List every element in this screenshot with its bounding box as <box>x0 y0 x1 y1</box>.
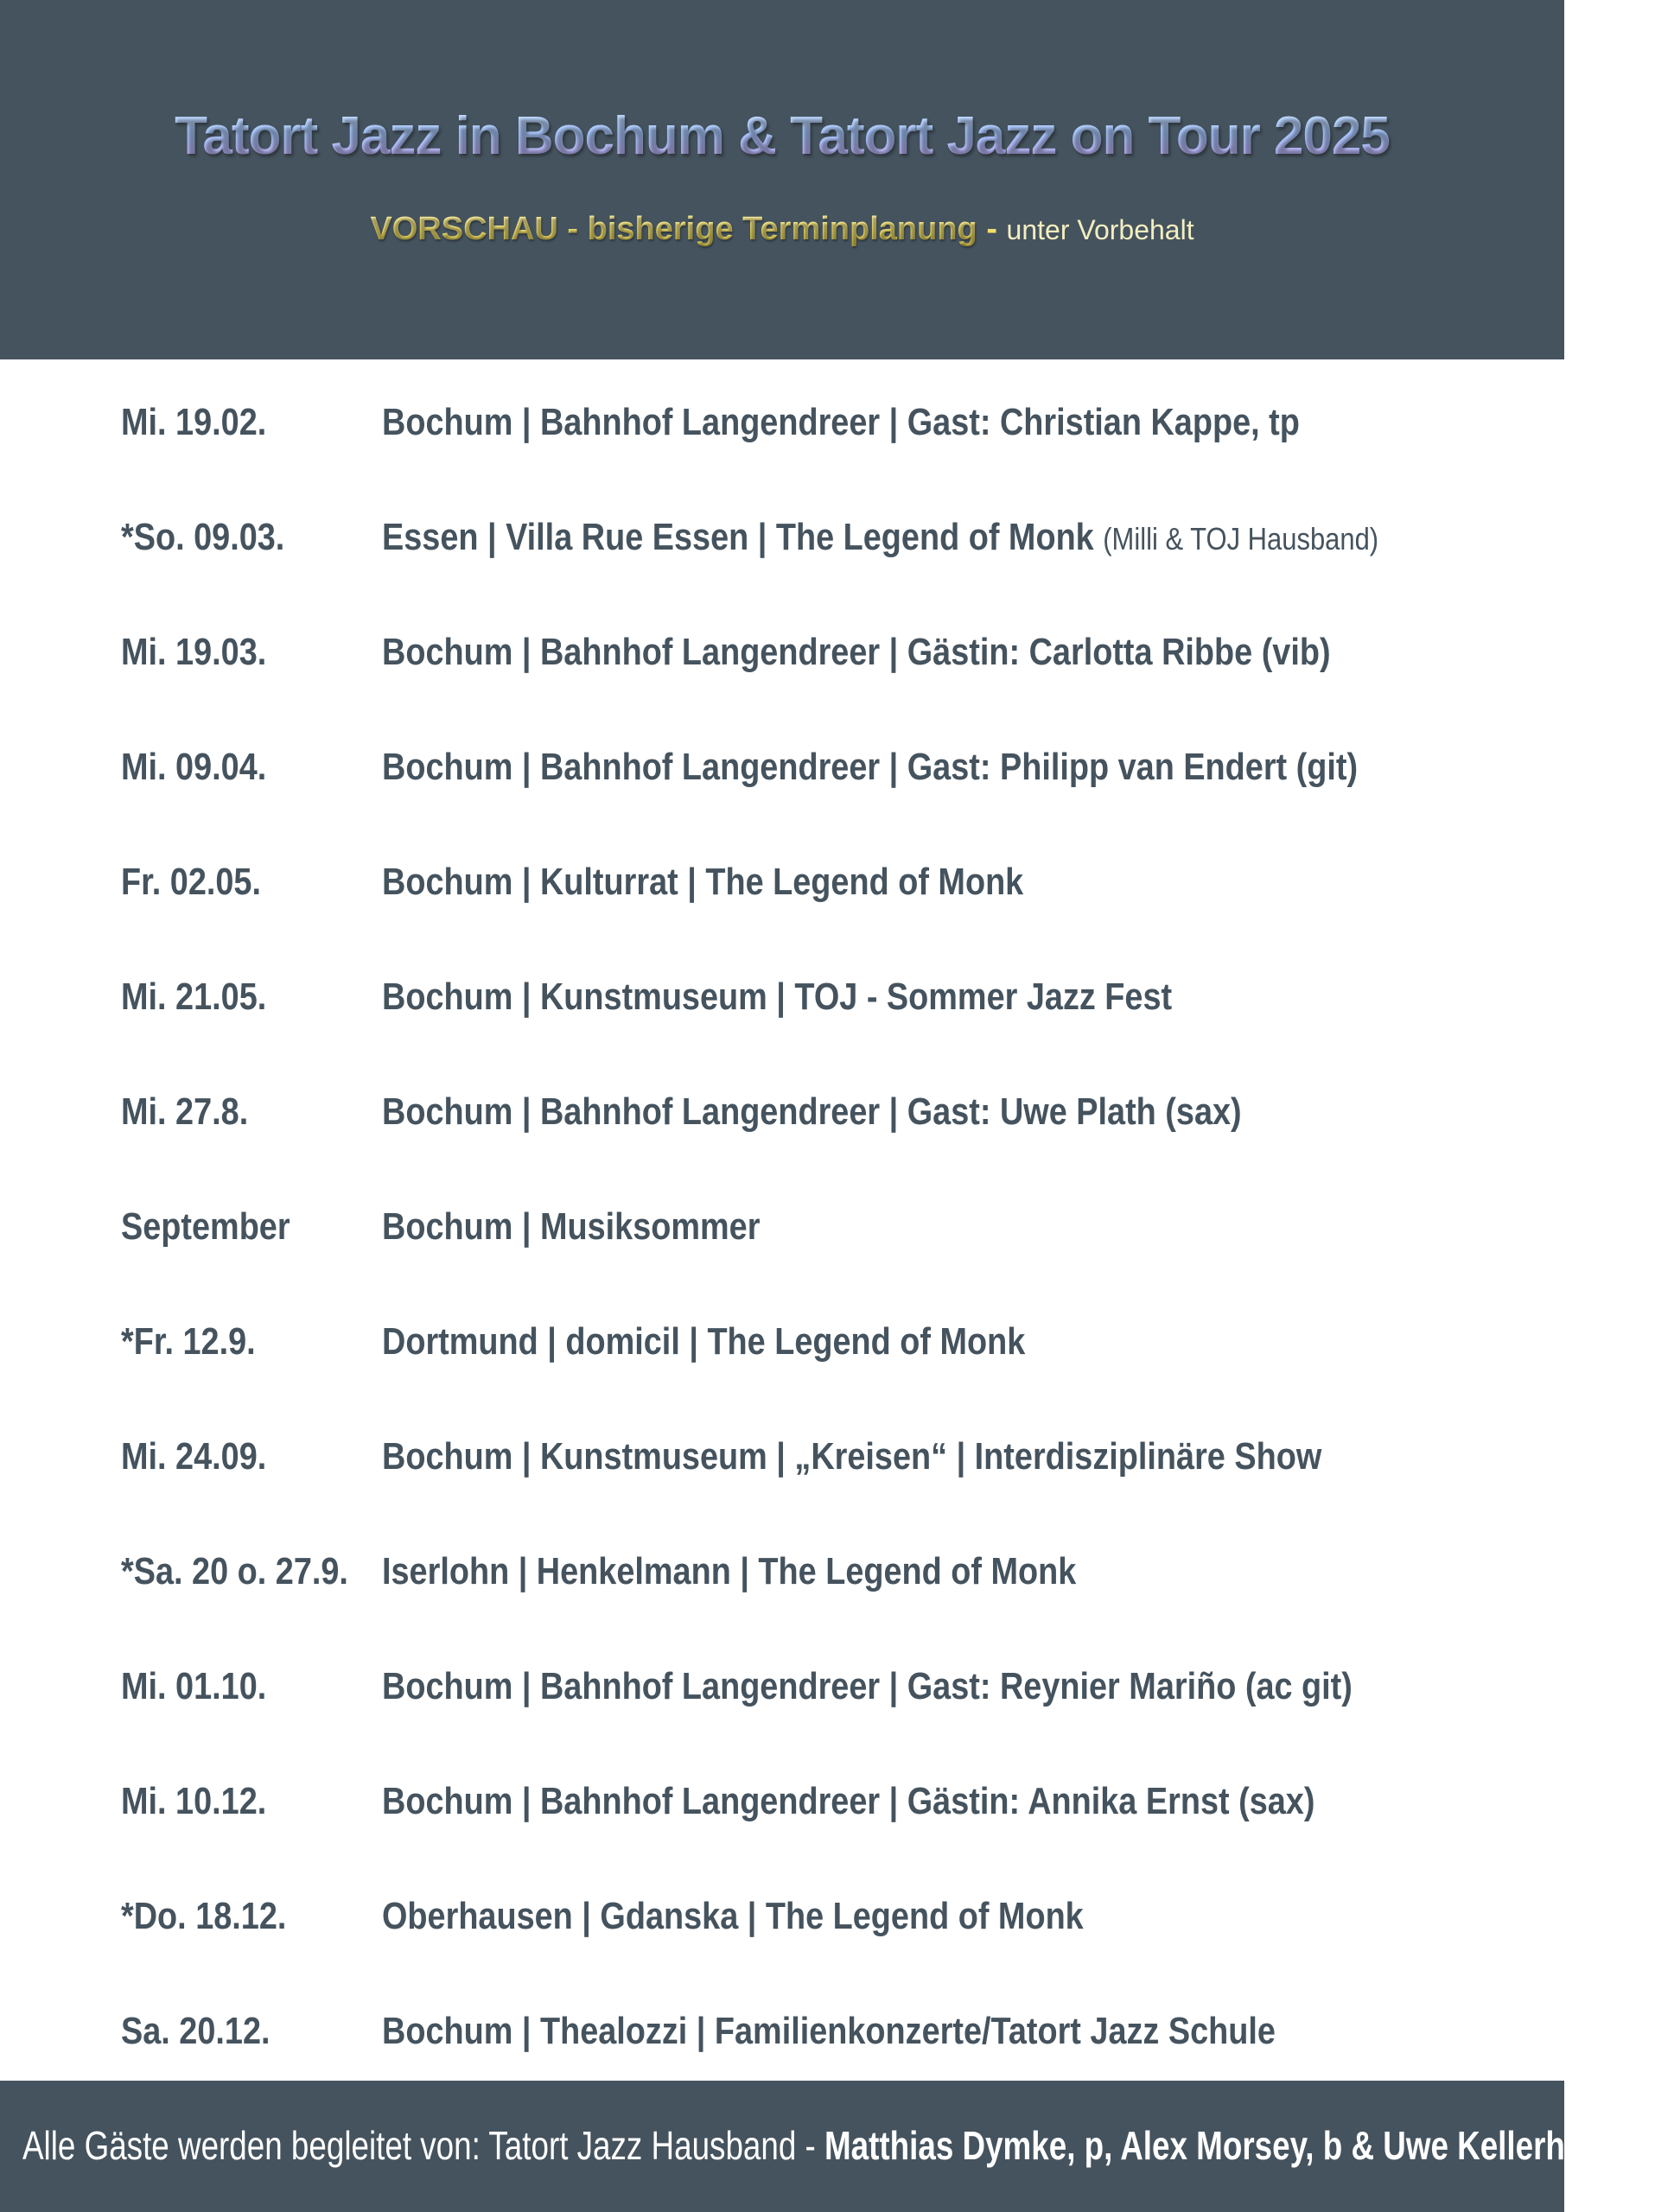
footer-intro: Alle Gäste werden begleitet von: Tatort Jazz Hausband - <box>22 2123 825 2168</box>
footer-text <box>22 2122 1655 2169</box>
footer-band-members: Matthias Dymke, p, Alex Morsey, b & Uwe Kellerhoff, dr <box>824 2123 1655 2168</box>
event-row <box>0 2010 1564 2079</box>
event-date: *Fr. 12.9. <box>121 1320 256 1363</box>
event-date: *Sa. 20 o. 27.9. <box>121 1550 348 1592</box>
event-venue-and-program: Bochum | Thealozzi | Familienkonzerte/Tatort Jazz Schule <box>382 2010 1276 2052</box>
event-description <box>382 1550 1076 1593</box>
event-date: Mi. 09.04. <box>121 746 267 788</box>
page-title: Tatort Jazz in Bochum & Tatort Jazz on Tour 2025 <box>0 105 1564 167</box>
event-venue-and-program: Bochum | Bahnhof Langendreer | Gast: Christian Kappe, tp <box>382 401 1300 443</box>
event-venue-and-program: Dortmund | domicil | The Legend of Monk <box>382 1320 1026 1363</box>
subtitle-separator: - <box>977 211 1007 247</box>
event-row <box>0 631 1564 700</box>
event-date: Mi. 10.12. <box>121 1780 267 1822</box>
event-description <box>382 1435 1321 1478</box>
subtitle-main: VORSCHAU - bisherige Terminplanung <box>370 211 977 247</box>
event-date: Mi. 19.02. <box>121 401 267 443</box>
event-venue-and-program: Bochum | Bahnhof Langendreer | Gästin: Carlotta Ribbe (vib) <box>382 631 1331 673</box>
event-date: Mi. 21.05. <box>121 976 267 1018</box>
event-row <box>0 401 1564 470</box>
event-row <box>0 1320 1564 1389</box>
page-subtitle <box>0 211 1564 248</box>
event-description <box>382 2010 1276 2053</box>
event-date: Sa. 20.12. <box>121 2010 271 2052</box>
event-venue-and-program: Iserlohn | Henkelmann | The Legend of Monk <box>382 1550 1077 1592</box>
event-row <box>0 1435 1564 1504</box>
event-venue-and-program: Oberhausen | Gdanska | The Legend of Monk <box>382 1895 1084 1937</box>
event-description <box>382 1895 1084 1938</box>
event-venue-and-program: Bochum | Bahnhof Langendreer | Gast: Reynier Mariño (ac git) <box>382 1665 1353 1707</box>
event-note: (Milli & TOJ Hausband) <box>1103 521 1379 556</box>
event-row <box>0 516 1564 585</box>
event-description <box>382 861 1023 904</box>
subtitle-note: unter Vorbehalt <box>1006 214 1194 245</box>
event-description <box>382 746 1358 789</box>
event-date: *Do. 18.12. <box>121 1895 287 1937</box>
event-row <box>0 1090 1564 1160</box>
event-row <box>0 1665 1564 1734</box>
event-description <box>382 1090 1242 1134</box>
event-description <box>382 516 1378 559</box>
event-date: *So. 09.03. <box>121 516 285 558</box>
event-venue-and-program: Bochum | Bahnhof Langendreer | Gast: Philipp van Endert (git) <box>382 746 1359 788</box>
event-venue-and-program: Bochum | Kunstmuseum | „Kreisen“ | Interdisziplinäre Show <box>382 1435 1322 1478</box>
event-venue-and-program: Bochum | Bahnhof Langendreer | Gästin: Annika Ernst (sax) <box>382 1780 1315 1822</box>
event-description <box>382 1205 760 1249</box>
event-date: Mi. 24.09. <box>121 1435 267 1478</box>
event-venue-and-program: Bochum | Bahnhof Langendreer | Gast: Uwe Plath (sax) <box>382 1090 1242 1133</box>
event-row <box>0 1550 1564 1619</box>
event-description <box>382 1320 1025 1363</box>
event-date: Fr. 02.05. <box>121 861 261 903</box>
event-date: Mi. 19.03. <box>121 631 267 673</box>
event-date: Mi. 27.8. <box>121 1090 249 1133</box>
event-description <box>382 631 1331 674</box>
event-date: Mi. 01.10. <box>121 1665 267 1707</box>
event-row <box>0 976 1564 1045</box>
event-description <box>382 401 1300 444</box>
event-venue-and-program: Bochum | Kulturrat | The Legend of Monk <box>382 861 1024 903</box>
event-row <box>0 1205 1564 1274</box>
event-row <box>0 1780 1564 1849</box>
event-description <box>382 1780 1314 1823</box>
event-row <box>0 1895 1564 1964</box>
event-venue-and-program: Bochum | Musiksommer <box>382 1205 761 1248</box>
event-description <box>382 1665 1353 1708</box>
event-row <box>0 746 1564 815</box>
event-date: September <box>121 1205 290 1248</box>
event-description <box>382 976 1172 1019</box>
event-venue-and-program: Essen | Villa Rue Essen | The Legend of Monk <box>382 516 1104 558</box>
footer-banner <box>0 2081 1655 2212</box>
event-row <box>0 861 1564 930</box>
header-banner <box>0 0 1564 359</box>
event-venue-and-program: Bochum | Kunstmuseum | TOJ - Sommer Jazz Fest <box>382 976 1173 1018</box>
